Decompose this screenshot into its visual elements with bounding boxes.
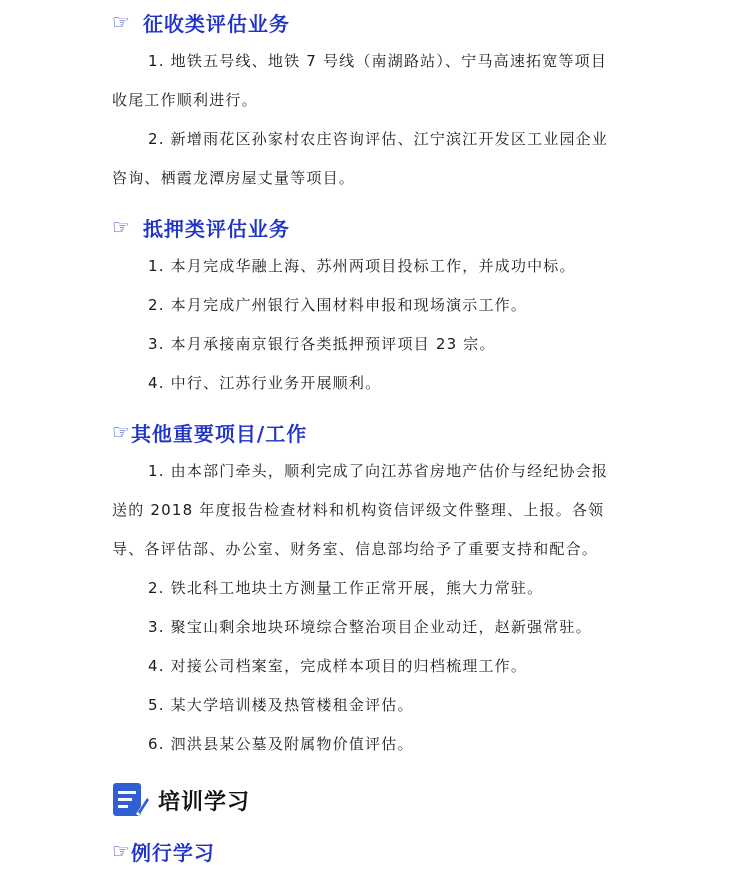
list-item: 4. 中行、江苏行业务开展顺利。	[148, 374, 382, 392]
paragraph-line: 收尾工作顺利进行。	[112, 91, 258, 109]
list-item: 4. 对接公司档案室，完成样本项目的归档梳理工作。	[148, 657, 528, 675]
list-item: 2. 本月完成广州银行入围材料申报和现场演示工作。	[148, 296, 528, 314]
section-heading-mortgage	[112, 213, 290, 241]
pointing-hand-icon: ☞	[112, 215, 131, 239]
paragraph-line: 1. 地铁五号线、地铁 7 号线（南湖路站）、宁马高速拓宽等项目	[148, 52, 608, 70]
list-item: 6. 泗洪县某公墓及附属物价值评估。	[148, 735, 414, 753]
pointing-hand-icon: ☞	[112, 420, 131, 444]
section-heading-other	[112, 418, 307, 446]
paragraph-line: 2. 新增雨花区孙家村农庄咨询评估、江宁滨江开发区工业园企业	[148, 130, 609, 148]
section-banner-training	[112, 782, 250, 818]
list-item: 2. 铁北科工地块土方测量工作正常开展，熊大力常驻。	[148, 579, 544, 597]
pointing-hand-icon: ☞	[112, 839, 131, 863]
list-item: 3. 本月承接南京银行各类抵押预评项目 23 宗。	[148, 335, 496, 353]
list-item: 3. 聚宝山剩余地块环境综合整治项目企业动迁，赵新强常驻。	[148, 618, 592, 636]
section-title: 例行学习	[130, 840, 215, 865]
document-pen-icon	[112, 782, 150, 818]
banner-title: 培训学习	[158, 789, 251, 815]
list-item: 5. 某大学培训楼及热管楼租金评估。	[148, 696, 414, 714]
paragraph-line: 导、各评估部、办公室、财务室、信息部均给予了重要支持和配合。	[112, 540, 599, 558]
section-heading-routine	[112, 837, 215, 865]
section-title: 征收类评估业务	[142, 11, 290, 36]
list-item: 1. 本月完成华融上海、苏州两项目投标工作，并成功中标。	[148, 257, 576, 275]
paragraph-line: 1. 由本部门牵头，顺利完成了向江苏省房地产估价与经纪协会报	[148, 462, 609, 480]
section-title: 抵押类评估业务	[142, 216, 290, 241]
section-title: 其他重要项目/工作	[130, 421, 308, 446]
pointing-hand-icon: ☞	[112, 10, 131, 34]
section-heading-levy	[112, 8, 290, 36]
paragraph-line: 咨询、栖霞龙潭房屋丈量等项目。	[112, 169, 356, 187]
paragraph-line: 送的 2018 年度报告检查材料和机构资信评级文件整理、上报。各领	[112, 501, 605, 519]
